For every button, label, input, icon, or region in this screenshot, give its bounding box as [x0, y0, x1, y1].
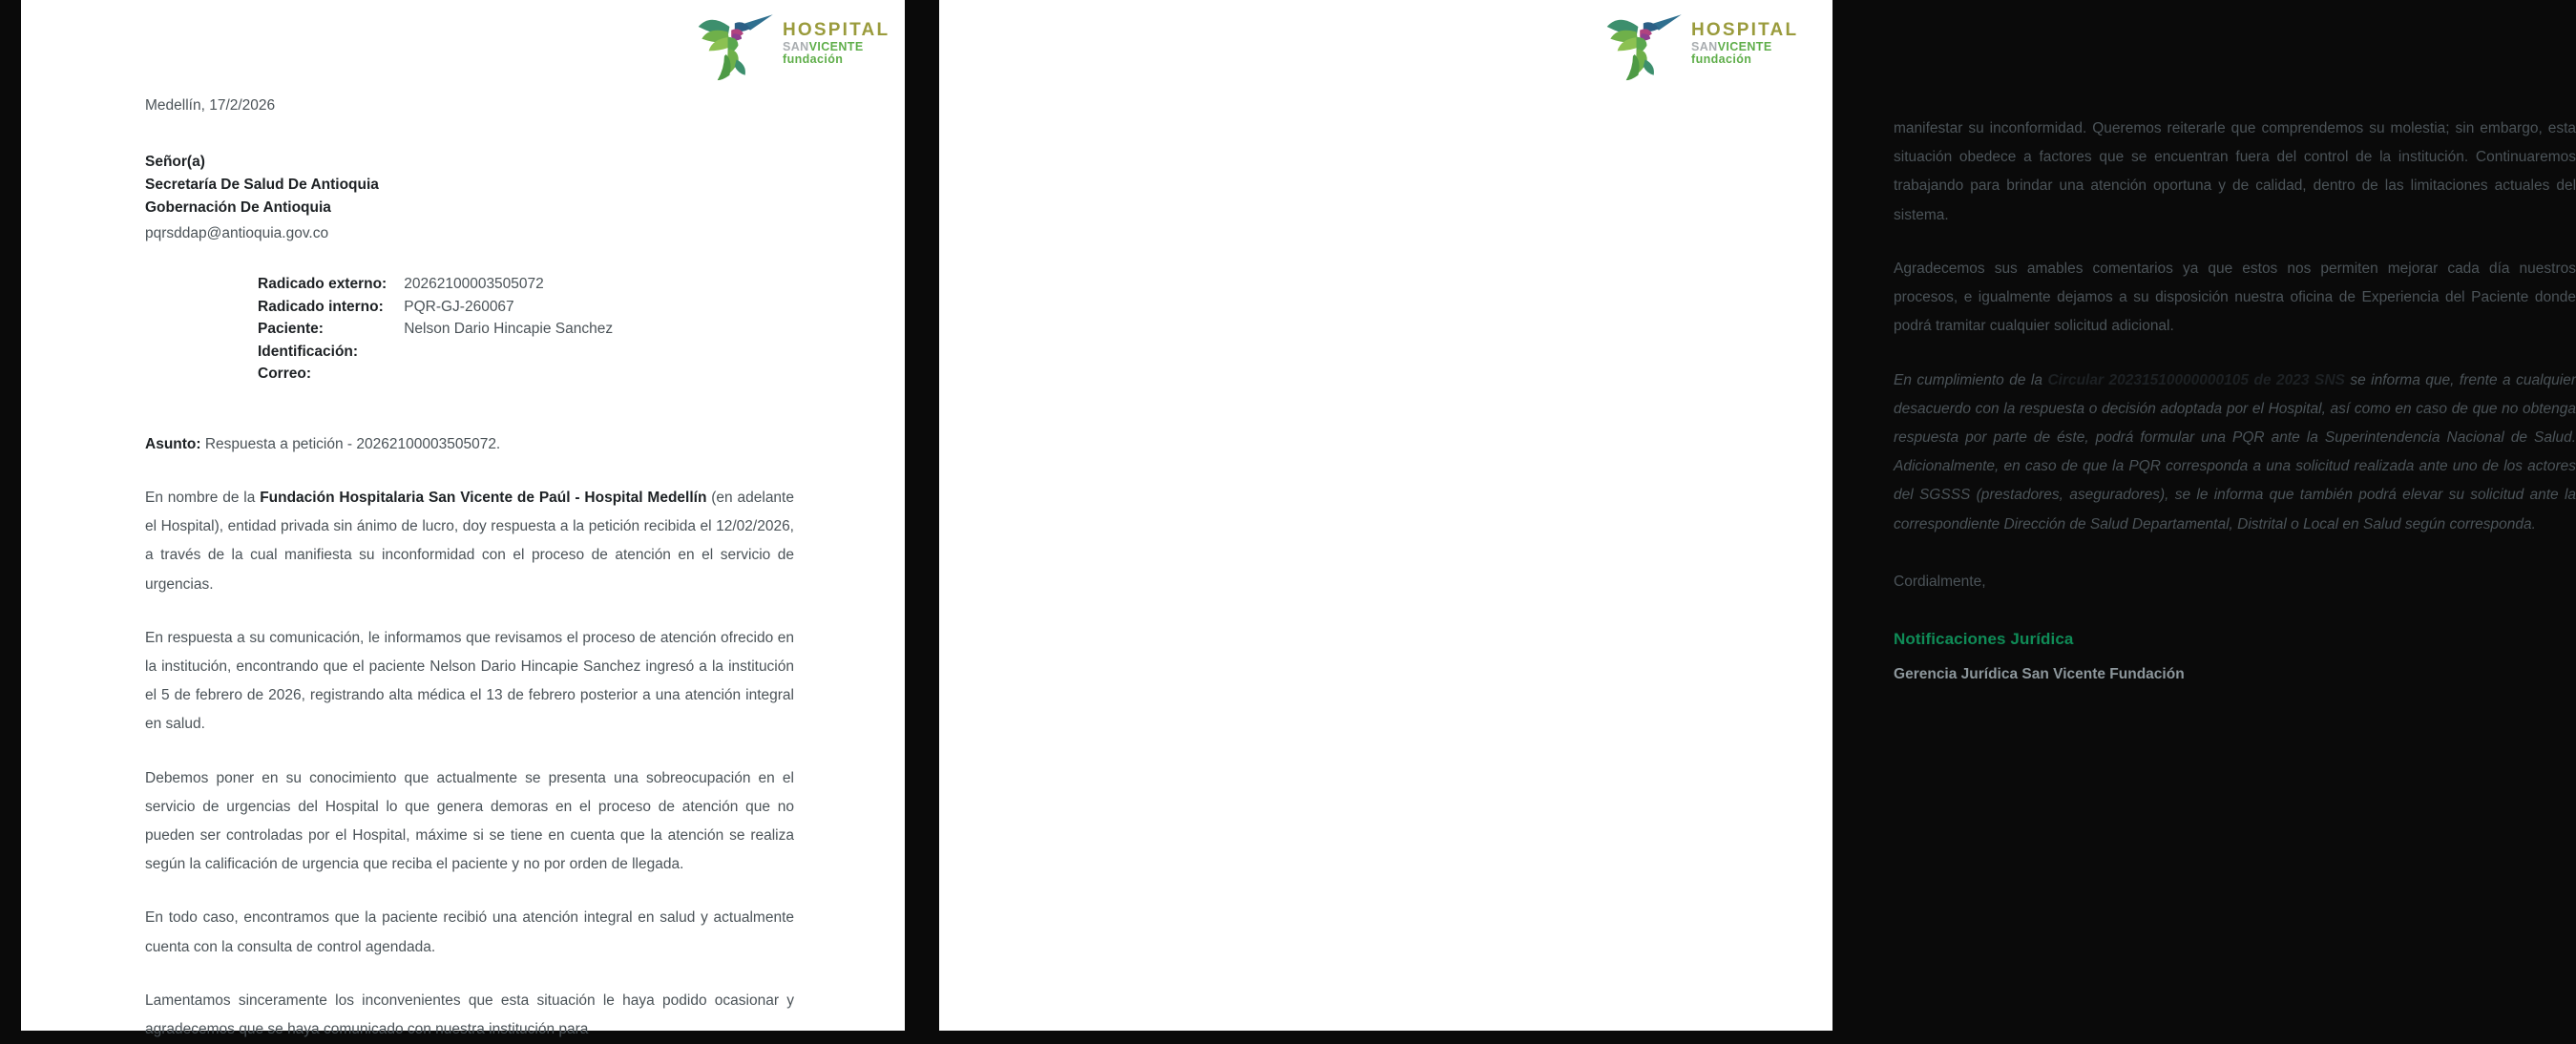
hummingbird-icon — [1598, 8, 1686, 82]
closing-line: Cordialmente, — [1894, 573, 1986, 590]
paragraph-1: manifestar su inconformidad. Queremos reiterarle que comprendemos su molestia; sin embargo, esta situación obedece a factores que se encuentran fuera del control de la institución. Continuaremos trabajando para brindar una atención oportuna y de calidad, dentro de las limitaciones actuales del sistema. — [1894, 120, 2576, 223]
logo-wordmark — [783, 21, 890, 69]
paragraph-3: Debemos poner en su conocimiento que actualmente se presenta una sobreocupación en el servicio de urgencias del Hospital lo que genera demoras en el proceso de atención que no pueden ser controladas por el Hospital, máxime si se tiene en cuenta que la atención se realiza según la calificación de urgencia que reciba el paciente y no por orden de llegada. — [145, 769, 794, 873]
ref-value-radicado-externo: 20262100003505072 — [404, 276, 544, 293]
legal-part-1: En cumplimiento de la — [1894, 371, 2048, 388]
ref-label-radicado-interno: Radicado interno: — [258, 298, 384, 315]
logo-san-text: SAN — [1691, 40, 1718, 53]
table-row — [258, 274, 613, 296]
document-page-2 — [939, 0, 2576, 1031]
paragraph-2: En respuesta a su comunicación, le informamos que revisamos el proceso de atención ofrecido en la institución, encontrando que el paciente Nelson Dario Hincapie Sanchez ingresó a la institución el 5 de febrero de 2026, registrando alta médica el 13 de febrero posterior a una atención integral en salud. — [145, 629, 794, 733]
paragraph-2: Agradecemos sus amables comentarios ya que estos nos permiten mejorar cada día nuestros procesos, e igualmente dejamos a su disposición nuestra oficina de Experiencia del Paciente donde podrá tramitar cualquier solicitud adicional. — [1894, 260, 2576, 335]
subject-text: Respuesta a petición - 20262100003505072. — [200, 435, 501, 452]
letter-body-page-2 — [1894, 115, 2576, 689]
logo-vicente-text: VICENTE — [808, 40, 864, 53]
legal-part-2: se informa que, frente a cualquier desacuerdo con la respuesta o decisión adoptada por el Hospital, así como en caso de que no obtenga respuesta por parte de éste, podrá formular una PQR ante la Superintendencia Nacional de Salud. Adicionalmente, en caso de que la PQR corresponda a una solicitud realizada ante uno de los actores del SGSSS (prestadores, aseguradores), se le informa que también podrá elevar su solicitud ante la correspondiente Dirección de Salud Departamental, Distrital o Local en Salud según corresponda. — [1894, 371, 2576, 532]
table-row — [258, 364, 613, 386]
hospital-logo — [689, 8, 890, 82]
redacted-value — [404, 364, 595, 378]
paragraph-5: Lamentamos sinceramente los inconvenientes que esta situación le haya podido ocasionar y agradecemos que se haya comunicado con nuestra institución para — [145, 992, 794, 1038]
logo-vicente-text: VICENTE — [1717, 40, 1772, 53]
ref-value-radicado-interno: PQR-GJ-260067 — [404, 298, 514, 315]
subject-line — [145, 430, 794, 459]
addressee-block — [145, 151, 794, 245]
document-page-1 — [21, 0, 905, 1038]
ref-label-radicado-externo: Radicado externo: — [258, 276, 387, 293]
redacted-value — [404, 342, 595, 356]
logo-wordmark — [1691, 21, 1798, 69]
ref-label-paciente: Paciente: — [258, 321, 324, 338]
addressee-salutation: Señor(a) — [145, 154, 205, 171]
letter-date: Medellín, 17/2/2026 — [145, 97, 276, 114]
ref-value-correo — [404, 364, 613, 386]
legal-notice-paragraph — [1894, 366, 2576, 539]
reference-table — [258, 274, 613, 386]
addressee-entity: Secretaría De Salud De Antioquia — [145, 177, 379, 194]
addressee-government: Gobernación De Antioquia — [145, 199, 331, 217]
paragraph-1-part-1: En nombre de la — [145, 489, 261, 506]
subject-label: Asunto: — [145, 435, 201, 452]
page-divider — [905, 0, 912, 1031]
ref-value-paciente: Nelson Dario Hincapie Sanchez — [404, 321, 614, 338]
paragraph-1-bold: Fundación Hospitalaria San Vicente de Paúl - Hospital Medellín — [260, 489, 707, 506]
logo-hospital-text: HOSPITAL — [1691, 20, 1799, 40]
logo-san-text: SAN — [783, 40, 809, 53]
legal-circular-reference: Circular 20231510000000105 de 2023 SNS — [2047, 371, 2345, 388]
logo-fundacion-text: fundación — [783, 52, 844, 66]
logo-hospital-text: HOSPITAL — [783, 20, 890, 40]
table-row — [258, 297, 613, 319]
hospital-logo — [1598, 8, 1798, 82]
ref-label-correo: Correo: — [258, 365, 311, 383]
letter-body-page-1 — [145, 92, 794, 1044]
paragraph-4: En todo caso, encontramos que la paciente recibió una atención integral en salud y actualmente cuenta con la consulta de control agendada. — [145, 909, 794, 955]
signature-role: Gerencia Jurídica San Vicente Fundación — [1894, 666, 2185, 683]
logo-sanvicente-text — [1691, 41, 1798, 53]
paragraph-1 — [145, 484, 794, 599]
table-row — [258, 319, 613, 341]
ref-label-identificacion: Identificación: — [258, 343, 359, 360]
addressee-email: pqrsddap@antioquia.gov.co — [145, 225, 329, 242]
signature-name: Notificaciones Jurídica — [1894, 630, 2074, 649]
table-row — [258, 342, 613, 364]
logo-fundacion-text: fundación — [1691, 52, 1752, 66]
logo-sanvicente-text — [783, 41, 890, 53]
paragraph-1-part-2: (en adelante el Hospital), entidad privada sin ánimo de lucro, doy respuesta a la petición recibida el 12/02/2026, a través de la cual manifiesta su inconformidad con el proceso de atención en el servicio de urgencias. — [145, 489, 794, 593]
ref-value-identificacion — [404, 342, 613, 364]
hummingbird-icon — [689, 8, 777, 82]
